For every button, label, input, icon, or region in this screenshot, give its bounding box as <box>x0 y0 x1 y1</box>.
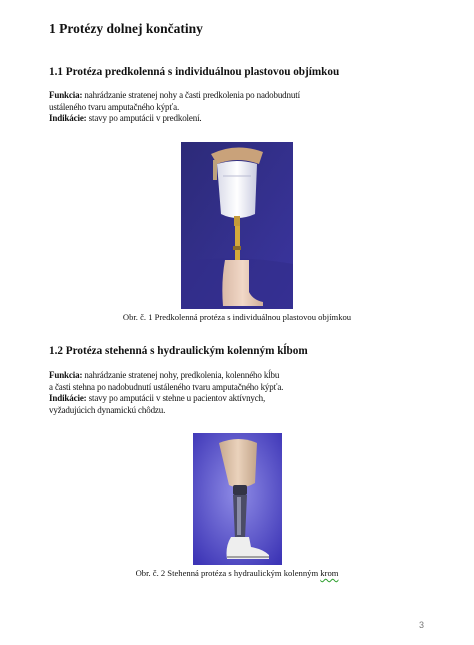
funkcia-text-line1: nahrádzanie stratenej nohy a časti predkolenia po nadobudnutí <box>82 90 300 100</box>
funkcia-text-line2: a časti stehna po nadobudnutí ustáleného tvaru amputačného kýpťa. <box>49 381 284 392</box>
above-knee-prosthesis-image <box>193 433 282 565</box>
below-knee-prosthesis-image <box>181 142 293 309</box>
figure-1-caption: Obr. č. 1 Predkolenná protéza s individuálnou plastovou objímkou <box>122 312 352 322</box>
section1-funkcia <box>49 90 300 125</box>
spellcheck-flagged-word: krom <box>320 568 339 578</box>
funkcia-label: Funkcia: <box>49 90 83 100</box>
section-heading-2: 1.2 Protéza stehenná s hydraulickým kolenným kĺbom <box>49 345 308 357</box>
indikacie-text-line1: stavy po amputácii v stehne u pacientov aktívnych, <box>86 393 266 403</box>
section-heading-1: 1.1 Protéza predkolenná s individuálnou plastovou objímkou <box>49 66 340 78</box>
page-title: 1 Protézy dolnej končatiny <box>49 21 203 36</box>
funkcia-text-line1: nahrádzanie stratenej nohy, predkolenia, kolenného kĺbu <box>82 370 280 380</box>
indikacie-text-line2: vyžadujúcich dynamickú chôdzu. <box>49 404 166 415</box>
figure-2-caption <box>49 568 425 578</box>
indikacie-label: Indikácie: <box>49 393 87 403</box>
indikacie-text: stavy po amputácii v predkolení. <box>86 113 202 123</box>
figure-2-prosthesis-photo <box>193 433 282 565</box>
section2-funkcia <box>49 370 283 416</box>
indikacie-label: Indikácie: <box>49 113 87 123</box>
funkcia-text-line2: ustáleného tvaru amputačného kýpťa. <box>49 101 180 112</box>
page-number: 3 <box>419 620 425 630</box>
funkcia-label: Funkcia: <box>49 370 83 380</box>
figure-1-prosthesis-photo <box>181 142 293 309</box>
figure-2-caption-text: Obr. č. 2 Stehenná protéza s hydraulickým kolenným <box>135 568 321 578</box>
